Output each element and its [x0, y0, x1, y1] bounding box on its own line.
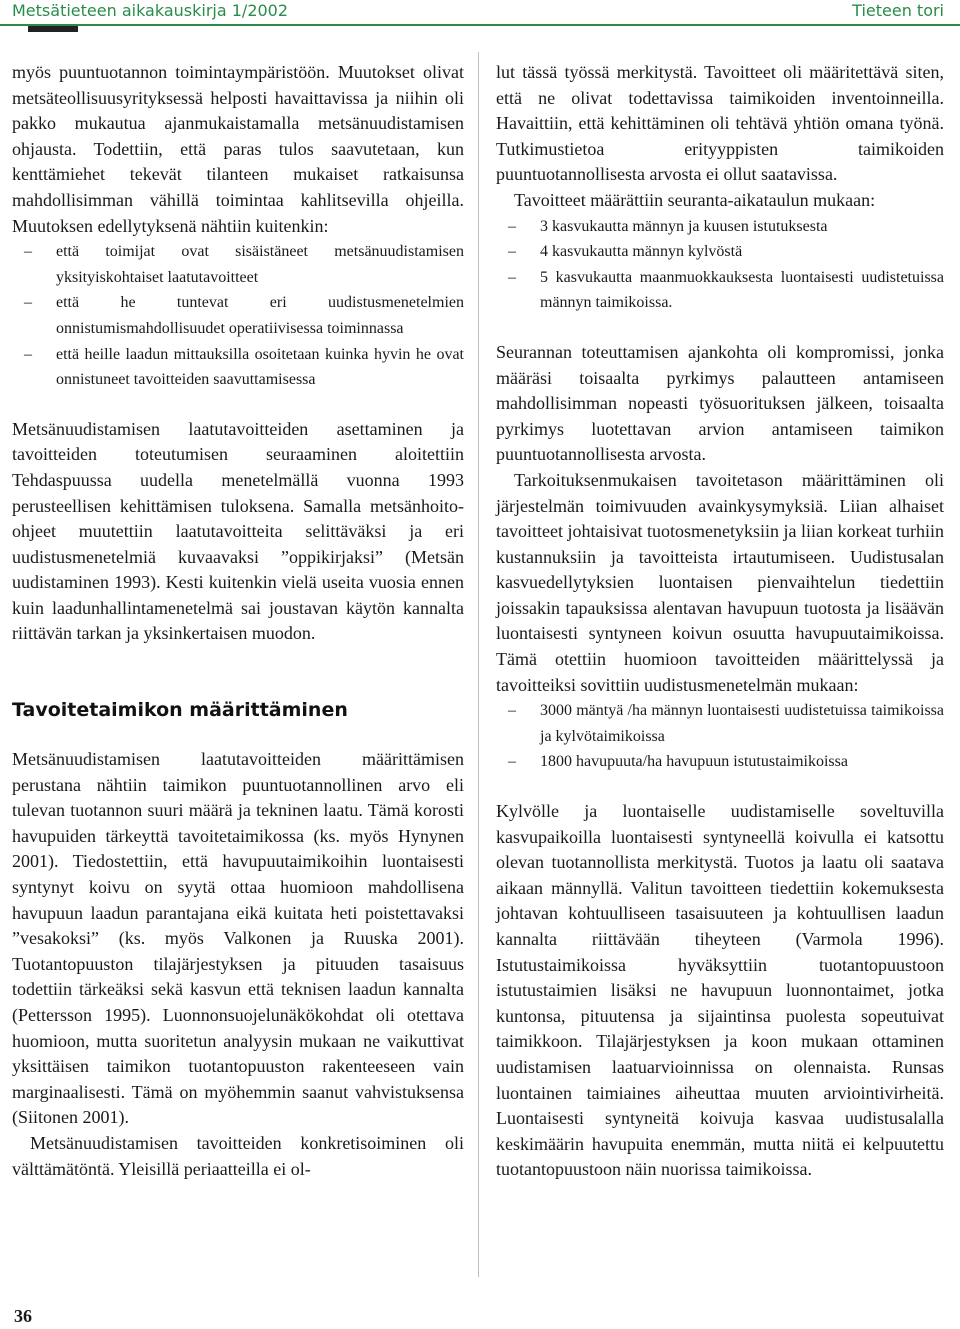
right-paragraph-4: Tarkoituksenmukaisen tavoitetason määrittäminen oli järjestelmän toimivuuden avainkysymyksiä. Liian alhaiset tavoitteet johtaisivat tuotosmenetyksiin ja liian korkeat turhiin kustannuksiin ja tavoitteista irtautumiseen. Uudistusalan kasvuedellytyksien luontaisen pienvaihtelun tiedettiin joissakin tapauksissa alentavan havupuun tuotosta ja lisäävän luontaisesti syntyneen koivun osuutta havupuutaimikoissa. Tämä otettiin huomioon tavoitteiden määrittelyssä ja tavoitteiksi sovittiin uudistusmenetelmän mukaan: — [496, 469, 944, 695]
dash-marker: – — [508, 268, 516, 286]
dash-marker: – — [508, 243, 516, 261]
list-item: – 5 kasvukautta maanmuokkauksesta luontaisesti uudistetuissa männyn taimikoissa. — [496, 265, 944, 316]
list-item: – 4 kasvukautta männyn kylvöstä — [496, 239, 944, 265]
page-number: 36 — [14, 1306, 32, 1326]
list-item: – 3000 mäntyä /ha männyn luontaisesti uudistetuissa taimikoissa ja kylvötaimikoissa — [496, 698, 944, 749]
list-item: – 1800 havupuuta/ha havupuun istutustaimikoissa — [496, 749, 944, 775]
section-title: Tieteen tori — [852, 1, 944, 20]
target-density-list — [496, 698, 944, 775]
dash-marker: – — [24, 345, 32, 363]
dash-marker: – — [508, 753, 516, 771]
list-item: – että toimijat ovat sisäistäneet metsänuudistamisen yksityiskohtaiset laatutavoitteet — [12, 239, 464, 290]
list-item: – että he tuntevat eri uudistusmenetelmien onnistumismahdollisuudet operatiivisessa toiminnassa — [12, 290, 464, 341]
running-header — [0, 0, 960, 22]
schedule-list — [496, 214, 944, 316]
right-column — [496, 60, 944, 1183]
list-item: – 3 kasvukautta männyn ja kuusen istutuksesta — [496, 214, 944, 240]
right-paragraph-5: Kylvölle ja luontaiselle uudistamiselle soveltuvilla kasvupaikoilla luontaisesti syntyneellä koivulla ei katsottu olevan tuotannollista merkitystä. Tuotos ja laatu oli saatava aikaan männyllä. Valitun tavoitteen tiedettiin kokemuksesta johtavan kohtuulliseen tasaisuuteen ja kohtuullisen laadun kannalta riittävään tiheyteen (Varmola 1996). Istutustaimikoissa hyväksyttiin tuotantopuustoon istutustaimien lisäksi ne havupuun luonnontaimet, jotka kuntonsa, pituutensa ja sijaintinsa puolesta sopeutuivat taimikkoon. Tilajärjestyksen ja koon mukaan ottaminen uudistamisen laatuarvioinnissa on olennaista. Runsas luontainen taimiaines aiheuttaa muuten arviointivirheitä. Luontaisesti syntyneitä koivuja kasvaa uudistusalalla keskimäärin havupuita enemmän, mutta niitä ei kelpuutettu tuotantopuustoon näin nuorissa taimikoissa. — [496, 801, 944, 1180]
section-heading: Tavoitetaimikon määrittäminen — [12, 699, 348, 722]
dash-marker: – — [508, 702, 516, 720]
dash-marker: – — [508, 217, 516, 235]
right-paragraph-1: lut tässä työssä merkitystä. Tavoitteet oli määritettävä siten, että ne olivat todettavissa taimikoiden inventoinneilla. Havaittiin, että kehittäminen oli tehtävä yhtiön omana työnä. Tutkimustietoa erityyppisten taimikoiden puuntuotannollisesta arvosta ei ollut saatavissa. — [496, 62, 944, 185]
left-column — [12, 60, 464, 1182]
journal-title: Metsätieteen aikakauskirja 1/2002 — [12, 1, 289, 20]
left-paragraph-3: Metsänuudistamisen laatutavoitteiden määrittämisen perustana nähtiin taimikon puuntuotannollinen arvo eli tulevan tuotannon suuri määrä ja tekninen laatu. Tämä korosti havupuiden tärkeyttä tavoitetaimikossa (ks. myös Hynynen 2001). Tiedostettiin, että havupuutaimikoihin luontaisesti syntynyt koivu on syytä ottaa huomioon mahdollisena havupuun laadun parantajana eikä kuitata heti poistettavaksi ”vesakoksi” (ks. myös Valkonen ja Ruuska 2001). Tuotantopuuston tilajärjestyksen ja pituuden tasaisuus todettiin tärkeäksi sekä kasvun että teknisen laadun kannalta (Pettersson 1995). Luonnonsuojelunäkökohdat oli otettava huomioon, mutta suoritetun analyysin mukaan ne vaikuttivat yksittäisen taimikon tuotantopuuston rakenteeseen vain marginaalisesti. Tämä on myöhemmin saanut vahvistuksensa (Siitonen 2001). — [12, 749, 464, 1128]
left-paragraph-4: Metsänuudistamisen tavoitteiden konkretisoiminen oli välttämätöntä. Yleisillä periaatteilla ei ol- — [12, 1132, 464, 1179]
column-divider — [478, 52, 479, 1277]
requirements-list — [12, 239, 464, 393]
left-paragraph-1: myös puuntuotannon toimintaympäristöön. Muutokset olivat metsäteollisuusyrityksessä helposti havaittavissa ja niihin oli pakko mukautua ajanmukaistamalla metsänuudistamisen ohjausta. Todettiin, että paras tulos saavutetaan, kun kenttämiehet tekevät tilanteen mukaiset ratkaisunsa mahdollisimman vähillä toimintaa kahlitsevilla ohjeilla. Muutoksen edellytyksenä nähtiin kuitenkin: — [12, 62, 464, 236]
list-item: – että heille laadun mittauksilla osoitetaan kuinka hyvin he ovat onnistuneet tavoitteiden saavuttamisessa — [12, 342, 464, 393]
header-block-mark — [28, 26, 78, 32]
right-paragraph-3: Seurannan toteuttamisen ajankohta oli kompromissi, jonka määräsi toisaalta pyrkimys palautteen antamiseen mahdollisimman nopeasti työsuorituksen jälkeen, toisaalta pyrkimys luotettavan arvion antamiseen taimikon puuntuotannollisesta arvosta. — [496, 341, 944, 465]
dash-marker: – — [24, 243, 32, 261]
dash-marker: – — [24, 294, 32, 312]
header-rule — [0, 24, 960, 26]
right-paragraph-2: Tavoitteet määrättiin seuranta-aikataulun mukaan: — [514, 189, 876, 210]
left-paragraph-2: Metsänuudistamisen laatutavoitteiden asettaminen ja tavoitteiden toteutumisen seuraaminen aloitettiin Tehdaspuussa uudella menetelmällä vuonna 1993 perusteellisen kehittämisen tuloksena. Samalla metsänhoito-ohjeet muutettiin laatutavoitteita selittäväksi ja eri uudistusmenetelmiä kuvaavaksi ”oppikirjaksi” (Metsän uudistaminen 1993). Kesti kuitenkin vielä useita vuosia ennen kuin laadunhallintamenetelmä sai joustavan käytön kannalta riittävän tarkan ja yksinkertaisen muodon. — [12, 418, 464, 644]
